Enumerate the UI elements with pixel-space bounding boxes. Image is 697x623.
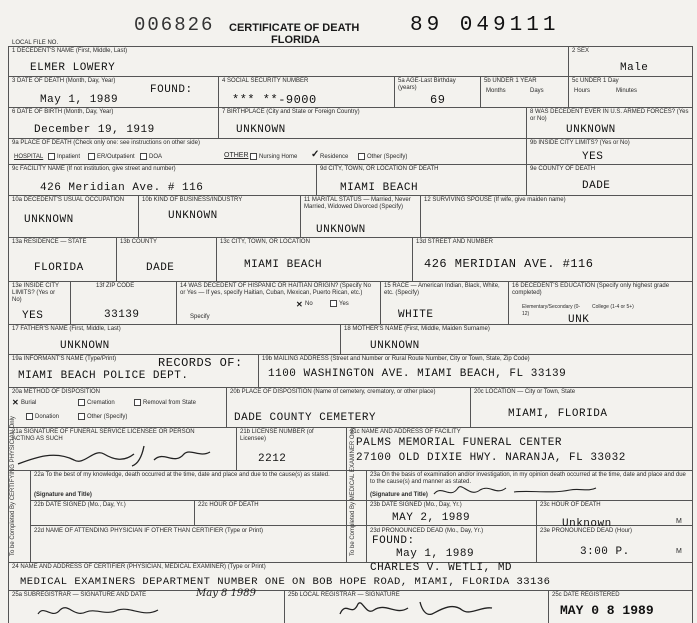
state-file-number: 89 049111: [410, 14, 560, 37]
label-minutes: Minutes: [616, 88, 638, 94]
label-informant: 19a INFORMANT'S NAME (Type/Print): [12, 356, 117, 362]
rule: [480, 76, 481, 107]
label-facility-name: 9c FACILITY NAME (If not institution, give street and number): [12, 166, 176, 172]
residence-county: DADE: [146, 262, 175, 274]
label-mailing-address: 19b MAILING ADDRESS (Street and Number or Rural Route Number, City or Town, State, Zip Code): [262, 356, 530, 362]
residence-street: 426 MERIDIAN AVE. #116: [424, 257, 594, 271]
rule: [30, 470, 31, 562]
rule: [138, 195, 139, 237]
city-of-death: MIAMI BEACH: [340, 182, 419, 194]
pronounced-date: May 1, 1989: [396, 548, 475, 560]
certificate-title: CERTIFICATE OF DEATH: [229, 22, 360, 34]
pronounced-hour: 3:00 P.: [580, 546, 630, 558]
label-22b: 22b DATE SIGNED (Mo., Day, Yr.): [34, 502, 126, 508]
side-label-physician: To be Completed By CERTIFYING PHYSICIAN Only: [10, 416, 16, 556]
rule: [8, 387, 693, 388]
rule: [340, 324, 341, 354]
label-residence-state: 13a RESIDENCE — STATE: [12, 239, 87, 245]
education: UNK: [568, 314, 590, 326]
check-mark-icon: ✓: [311, 149, 320, 160]
county-of-death: DADE: [582, 180, 611, 192]
label-residence-city: 13c CITY, TOWN, OR LOCATION: [220, 239, 310, 245]
rule: [194, 500, 195, 525]
informant-name: MIAMI BEACH POLICE DEPT.: [18, 370, 189, 382]
rule: [218, 107, 219, 138]
rule: [526, 138, 527, 164]
label-disposition-location: 20c LOCATION — City or Town, State: [474, 389, 576, 395]
rule: [8, 562, 693, 563]
rule: [8, 195, 693, 196]
label-father-name: 17 FATHER'S NAME (First, Middle, Last): [12, 326, 121, 332]
marital-status: UNKNOWN: [316, 224, 366, 236]
rule: [526, 107, 527, 138]
label-sex: 2 SEX: [572, 48, 590, 54]
rule: [8, 107, 693, 108]
rule: [284, 590, 285, 623]
label-place-of-disposition: 20b PLACE OF DISPOSITION (Name of cemetery, crematory, or other place): [230, 389, 436, 395]
option-other-specify: Other (Specify): [367, 154, 408, 160]
rule: [70, 281, 71, 324]
label-subregistrar: 25a SUBREGISTRAR — SIGNATURE AND DATE: [12, 592, 147, 598]
rule: [8, 324, 693, 325]
checkbox-no-marked[interactable]: ✕: [296, 300, 303, 309]
facility-name-21c: PALMS MEMORIAL FUNERAL CENTER: [356, 437, 562, 449]
place-of-disposition: DADE COUNTY CEMETERY: [234, 412, 377, 424]
label-zip: 13f ZIP CODE: [96, 283, 135, 289]
label-ssn: 4 SOCIAL SECURITY NUMBER: [222, 78, 309, 84]
label-23b: 23b DATE SIGNED (Mo., Day, Yr.): [370, 502, 462, 508]
decedent-name: ELMER LOWERY: [30, 62, 116, 74]
label-under-1-day: 5c UNDER 1 Day: [572, 78, 619, 84]
facility-address: 27100 OLD DIXIE HWY. NARANJA, FL 33032: [356, 452, 626, 464]
label-specify: Specify: [190, 314, 210, 320]
rule: [526, 164, 527, 195]
label-residence-county: 13b COUNTY: [120, 239, 158, 245]
rule: [568, 46, 569, 77]
label-city-of-death: 9d CITY, TOWN, OR LOCATION OF DEATH: [320, 166, 439, 172]
date-of-death: May 1, 1989: [40, 94, 119, 106]
label-college: College (1-4 or 5+): [592, 304, 634, 310]
label-birthplace: 7 BIRTHPLACE (City and State or Foreign Country): [222, 109, 360, 115]
label-certifier: 24 NAME AND ADDRESS OF CERTIFIER (PHYSICIAN, MEDICAL EXAMINER) (Type or Print): [12, 564, 266, 570]
rule: [226, 387, 227, 427]
label-22a: 22a To the best of my knowledge, death occurred at the time, date and place and due to the cause(s) as stated.: [34, 472, 330, 478]
label-signature-title-23: (Signature and Title): [370, 492, 428, 498]
residence-state: FLORIDA: [34, 262, 84, 274]
label-signature-title-22: (Signature and Title): [34, 492, 92, 498]
race: WHITE: [398, 309, 434, 321]
label-county-of-death: 9e COUNTY OF DEATH: [530, 166, 596, 172]
found-label-23d: FOUND:: [372, 535, 415, 547]
option-hospital: HOSPITAL: [14, 154, 44, 160]
certifier-name: CHARLES V. WETLI, MD: [370, 562, 513, 574]
checkbox-cremation[interactable]: [78, 399, 85, 406]
option-donation: Donation: [35, 414, 60, 420]
checkbox-yes[interactable]: [330, 300, 337, 307]
option-er: ER/Outpatient: [97, 154, 135, 160]
business: UNKNOWN: [168, 210, 218, 222]
option-cremation: Cremation: [87, 400, 115, 406]
rule: [412, 237, 413, 281]
label-days: Days: [530, 88, 544, 94]
label-local-registrar: 25b LOCAL REGISTRAR — SIGNATURE: [288, 592, 400, 598]
label-23e: 23e PRONOUNCED DEAD (Hour): [540, 528, 633, 534]
label-residence-street: 13d STREET AND NUMBER: [416, 239, 493, 245]
label-residence-inside-city: 13e INSIDE CITY LIMITS? (Yes or No): [12, 283, 59, 303]
disposition-location: MIAMI, FLORIDA: [508, 408, 608, 420]
label-race: 15 RACE — American Indian, Black, White, etc. (Specify): [384, 283, 500, 296]
rule: [218, 76, 219, 107]
certifier-address: MEDICAL EXAMINERS DEPARTMENT NUMBER ONE ON BOB HOPE ROAD, MIAMI, FLORIDA 33136: [20, 576, 551, 588]
label-months: Months: [486, 88, 506, 94]
label-23c: 23c HOUR OF DEATH: [540, 502, 601, 508]
label-license-number: 21b LICENSE NUMBER (of Licensee): [240, 429, 314, 442]
checkbox-other-disposition[interactable]: [78, 413, 85, 420]
birthplace: UNKNOWN: [236, 124, 286, 136]
label-hours: Hours: [574, 88, 591, 94]
label-age: 5a AGE-Last Birthday (years): [398, 78, 456, 91]
checkbox-doa[interactable]: [140, 153, 147, 160]
rule: [216, 237, 217, 281]
found-label: FOUND:: [150, 84, 193, 96]
label-funeral-signature: 21a SIGNATURE OF FUNERAL SERVICE LICENSEE OR PERSON ACTING AS SUCH: [12, 429, 195, 442]
rule: [8, 237, 693, 238]
rule: [8, 164, 693, 165]
label-23d: 23d PRONOUNCED DEAD (Mo., Day, Yr.): [370, 528, 484, 534]
label-decedent-name: 1 DECEDENT'S NAME (First, Middle, Last): [12, 48, 128, 54]
ssn: *** **-9000: [232, 93, 317, 107]
armed-forces: UNKNOWN: [566, 124, 616, 136]
rule: [536, 500, 537, 562]
rule: [346, 427, 347, 470]
meridiem-2: M: [676, 548, 682, 555]
inside-city-limits: YES: [582, 151, 604, 163]
rule: [8, 76, 693, 77]
sex: Male: [620, 62, 649, 74]
option-residence: Residence: [320, 154, 349, 160]
rule: [8, 590, 693, 591]
checkbox-donation[interactable]: [26, 413, 33, 420]
rule: [394, 76, 395, 107]
label-armed-forces: 8 WAS DECEDENT EVER IN U.S. ARMED FORCES? (Yes or No): [530, 109, 689, 122]
label-23a: 23a On the basis of examination and/or investigation, in my opinion death occurred at the time, date and place and due to the cause(s) and manner as stated.: [370, 472, 686, 485]
date-registered-stamp: MAY 0 8 1989: [560, 603, 654, 618]
rule: [366, 470, 367, 562]
option-doa: DOA: [149, 154, 163, 160]
label-marital-status: 11 MARITAL STATUS — Married, Never Married, Widowed Divorced (Specify): [304, 197, 411, 210]
option-other-disposition: Other (Specify): [87, 414, 128, 420]
residence-city: MIAMI BEACH: [244, 259, 323, 271]
records-of-label: RECORDS OF:: [158, 356, 243, 370]
rule: [176, 281, 177, 324]
label-22d: 22d NAME OF ATTENDING PHYSICIAN IF OTHER THAN CERTIFIER (Type or Print): [34, 528, 264, 534]
label-business: 10b KIND OF BUSINESS/INDUSTRY: [142, 197, 243, 203]
label-date-registered: 25c DATE REGISTERED: [552, 592, 620, 598]
label-occupation: 10a DECEDENT'S USUAL OCCUPATION: [12, 197, 125, 203]
checkbox-inpatient[interactable]: [48, 153, 55, 160]
funeral-licensee-signature: [14, 440, 224, 470]
label-date-of-death: 3 DATE OF DEATH (Month, Day, Year): [12, 78, 116, 84]
label-facility-address: 21c NAME AND ADDRESS OF FACILITY: [350, 429, 461, 435]
local-registrar-signature: [336, 596, 496, 622]
label-mother-name: 18 MOTHER'S NAME (First, Middle, Maiden Surname): [344, 326, 490, 332]
side-label-medical-examiner: To be Completed By MEDICAL EXAMINER Only: [350, 426, 356, 556]
option-inpatient: Inpatient: [57, 154, 81, 160]
zip-code: 33139: [104, 309, 140, 321]
label-elementary: Elementary/Secondary (0-12): [522, 304, 581, 317]
option-removal: Removal from State: [143, 400, 197, 406]
date-of-birth: December 19, 1919: [34, 124, 155, 136]
meridiem-1: M: [676, 518, 682, 525]
label-hispanic-origin: 14 WAS DECEDENT OF HISPANIC OR HAITIAN ORIGIN? (Specify No or Yes — If yes, specify Haitian, Cuban, Mexican, Puerto Rican, etc.): [180, 283, 371, 296]
rule: [508, 281, 509, 324]
license-number: 2212: [258, 453, 287, 465]
label-under-1-year: 5b UNDER 1 YEAR: [484, 78, 537, 84]
rule: [116, 237, 117, 281]
option-yes: Yes: [339, 301, 349, 307]
rule: [568, 76, 569, 107]
certificate-state: FLORIDA: [271, 34, 320, 46]
rule: [380, 281, 381, 324]
facility-name: 426 Meridian Ave. # 116: [40, 182, 204, 194]
label-date-of-birth: 6 DATE OF BIRTH (Month, Day, Year): [12, 109, 114, 115]
rule: [8, 354, 693, 355]
label-education: 16 DECEDENT'S EDUCATION (Specify only highest grade completed): [512, 283, 670, 296]
checkbox-burial-marked[interactable]: ✕: [12, 398, 19, 407]
subregistrar-date: May 8 1989: [196, 588, 257, 599]
age: 69: [430, 93, 446, 107]
father-name: UNKNOWN: [60, 340, 110, 352]
hour-of-death: Unknown: [562, 518, 612, 530]
rule: [470, 387, 471, 427]
rule: [300, 195, 301, 237]
file-number: 006826: [134, 14, 215, 36]
label-22c: 22c HOUR OF DEATH: [198, 502, 259, 508]
option-no: No: [305, 301, 313, 307]
label-inside-city-limits: 9b INSIDE CITY LIMITS? (Yes or No): [530, 140, 630, 146]
checkbox-other-specify[interactable]: [358, 153, 365, 160]
residence-inside-city: YES: [22, 310, 44, 322]
checkbox-removal[interactable]: [134, 399, 141, 406]
local-file-no-label: LOCAL FILE NO.: [12, 40, 59, 46]
rule: [258, 354, 259, 387]
label-place-of-death: 9a PLACE OF DEATH (Check only one: see instructions on other side): [12, 140, 200, 146]
mother-name: UNKNOWN: [370, 340, 420, 352]
checkbox-er[interactable]: [88, 153, 95, 160]
rule: [548, 590, 549, 623]
option-other: OTHER: [224, 152, 249, 159]
rule: [8, 281, 693, 282]
rule: [420, 195, 421, 237]
rule: [8, 138, 693, 139]
label-surviving-spouse: 12 SURVIVING SPOUSE (If wife, give maiden name): [424, 197, 566, 203]
option-burial: Burial: [21, 400, 37, 406]
checkbox-nursing-home[interactable]: [250, 153, 257, 160]
rule: [346, 470, 347, 562]
date-signed: MAY 2, 1989: [392, 512, 471, 524]
subregistrar-signature: [34, 600, 174, 622]
rule: [236, 427, 237, 470]
option-nursing-home: Nursing Home: [259, 154, 298, 160]
occupation: UNKNOWN: [24, 214, 74, 226]
medical-examiner-signature: [430, 478, 600, 502]
mailing-address: 1100 WASHINGTON AVE. MIAMI BEACH, FL 33139: [268, 368, 567, 380]
label-disposition-method: 20a METHOD OF DISPOSITION: [12, 389, 101, 395]
rule: [316, 164, 317, 195]
